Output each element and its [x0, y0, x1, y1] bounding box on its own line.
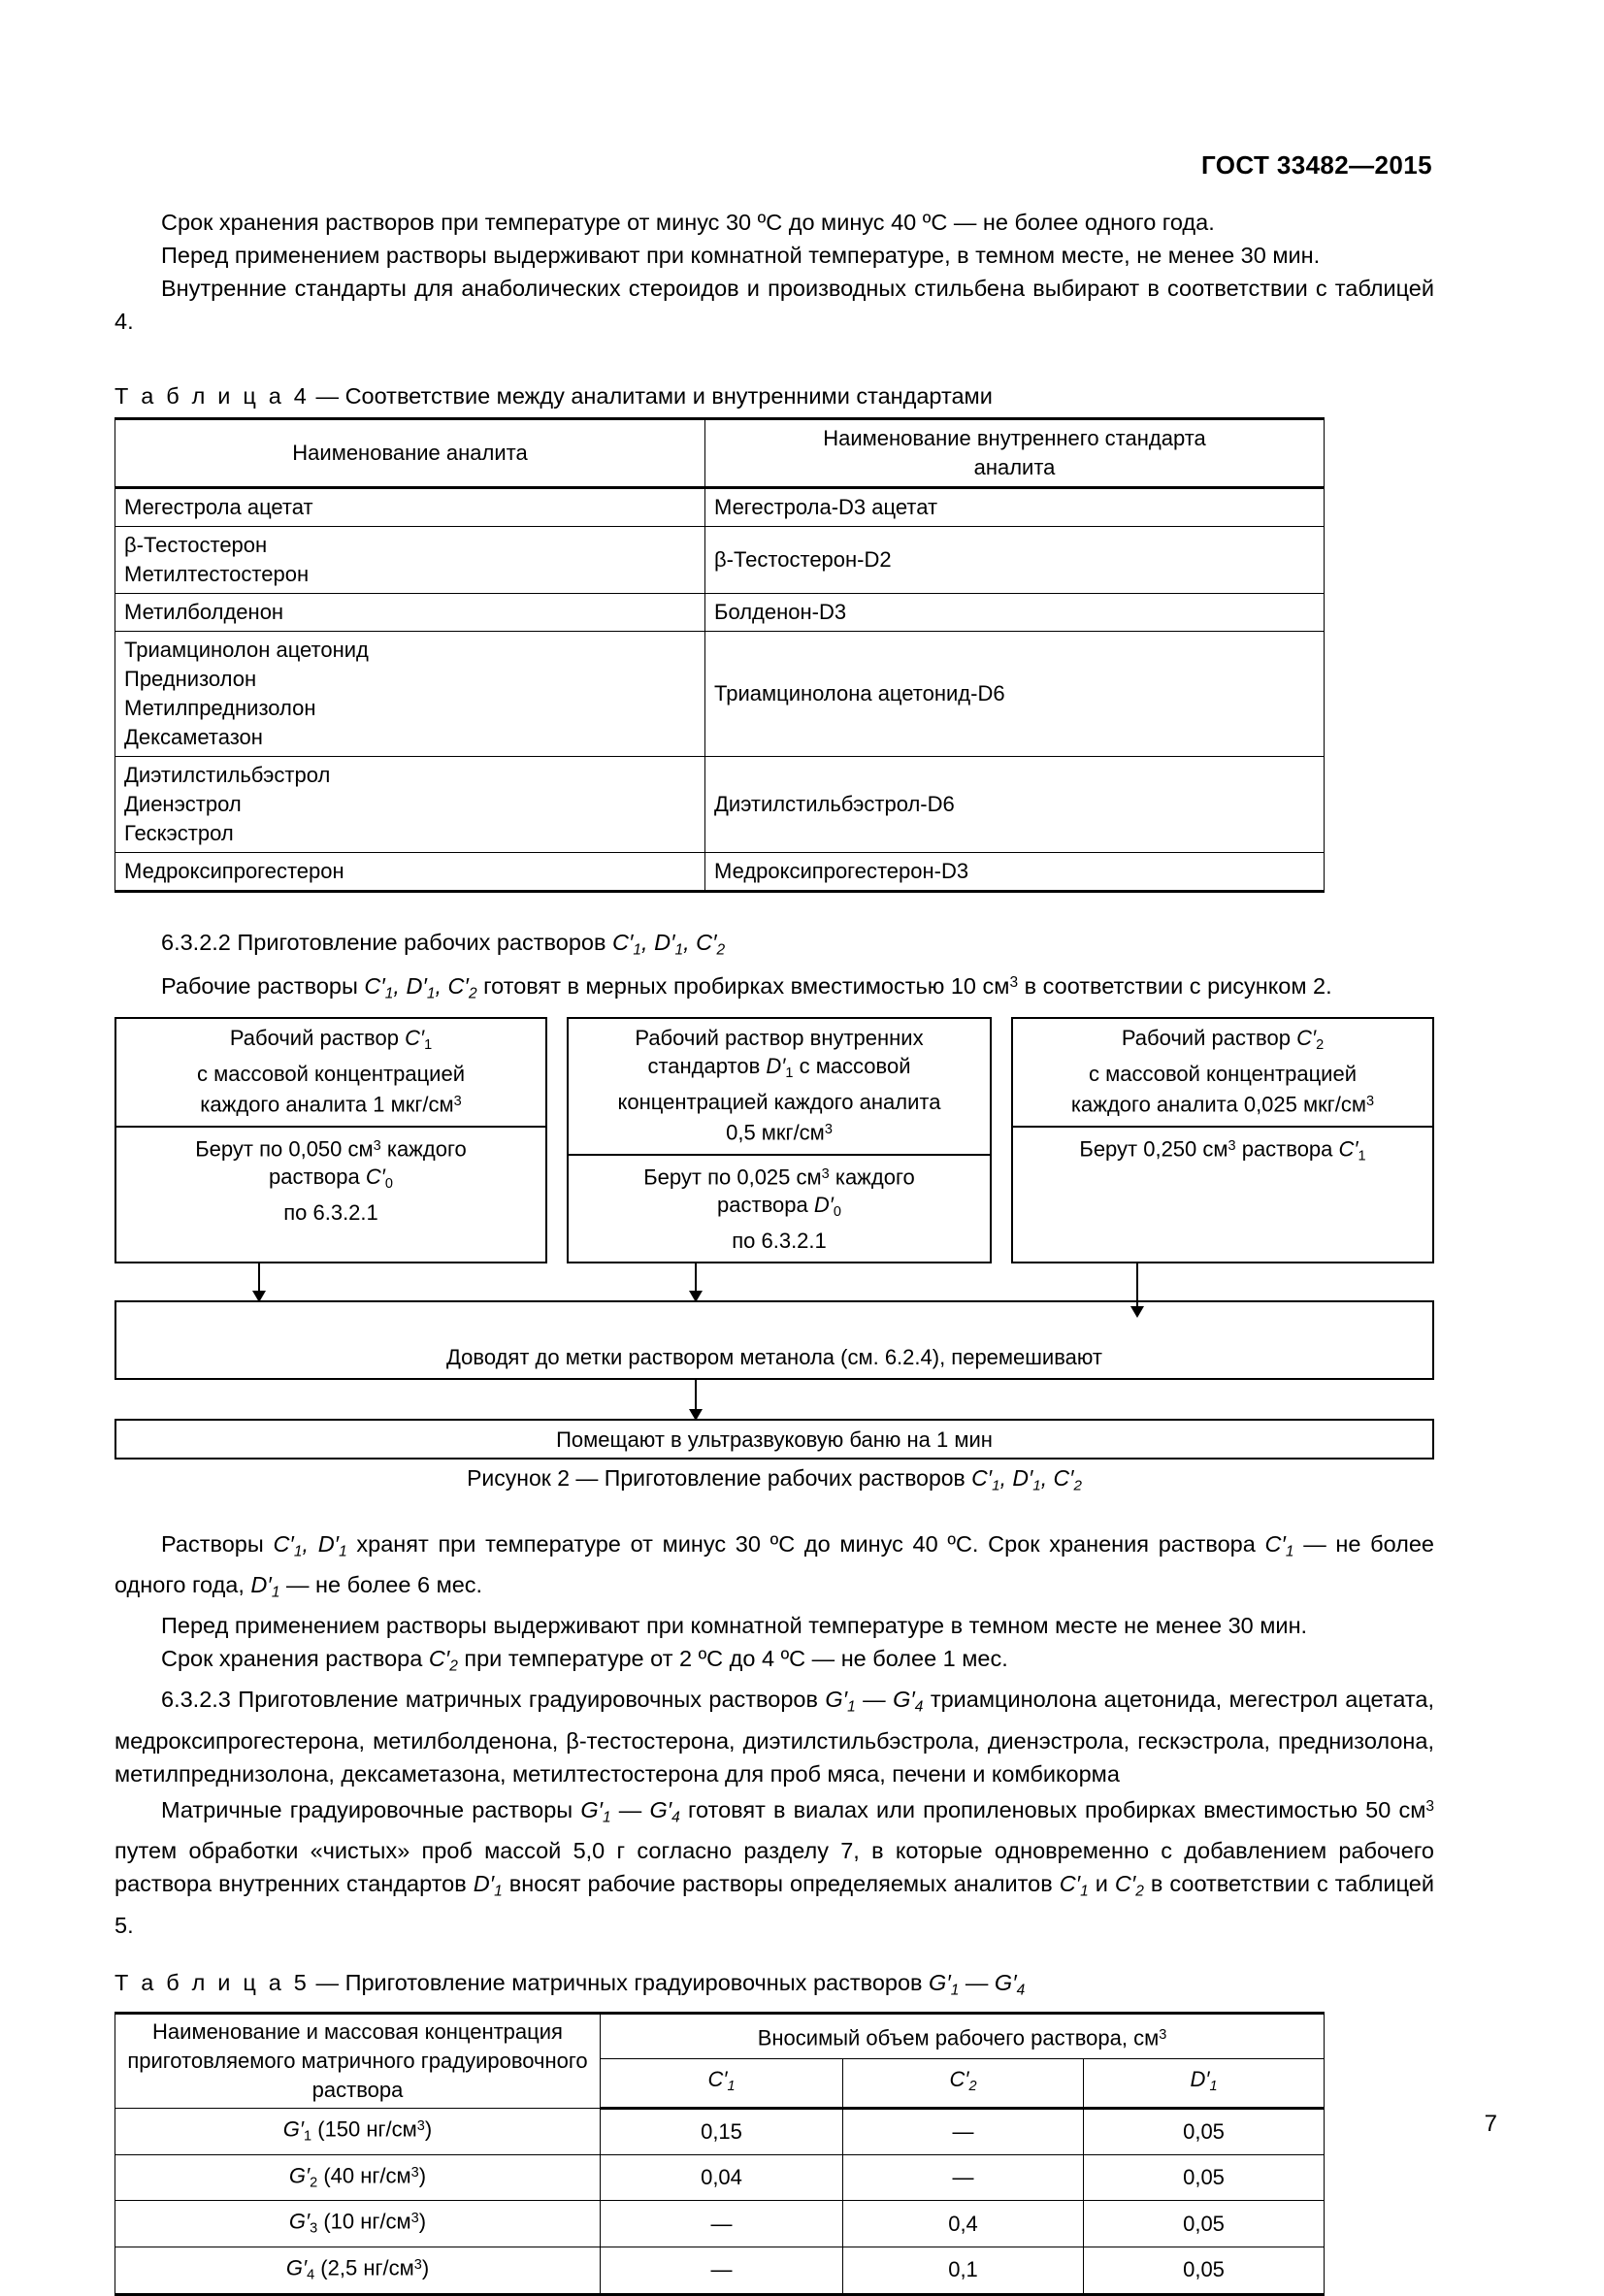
table-row [115, 488, 1325, 527]
table5-name-cell: $G'_2$ (40 $нг/см^3$) [115, 2154, 601, 2201]
paragraph-before-use: Перед применением растворы выдерживают при комнатной температуре, в темном месте, не менее 30 мин. [161, 243, 1321, 268]
flowchart-box-c2 [1011, 1017, 1434, 1263]
paragraph-6-3-2-2-body: Рабочие растворы $C'_1$, $D'_1$, $C'_2$ готовят в мерных пробирках вместимостью 10 $см^3$ в соответствии с рисунком 2. [161, 973, 1332, 1002]
paragraph-before-use-2: Перед применением растворы выдерживают при комнатной температуре в темном месте не менее 30 мин. [161, 1613, 1308, 1639]
paragraph-6-3-2-3-body: Матричные градуировочные растворы $G'_1$ — $G'_4$ готовят в виалах или пропиленовых пробирках вместимостью 50 $см^3$ путем обработки «чистых» проб массой 5,0 г согласно разделу 7, в которые одновременно с добавлением рабочего раствора внутренних стандартов $D'_1$ вносят рабочие растворы определяемых аналитов $C'_1$ и $C'_2$ в соответствии с таблицей 5. [115, 1796, 1435, 1938]
table5-header-row-1 [115, 2013, 1325, 2058]
arrow-down-icon [258, 1263, 260, 1293]
table-row [115, 2108, 1325, 2154]
page-number: 7 [1484, 2111, 1497, 2137]
arrow-down-icon [695, 1380, 697, 1411]
table4-header-analyte: Наименование аналита [115, 419, 705, 488]
flowchart-box-c2-body: Берут 0,250 $см^3$ раствора $C'_1$ [1013, 1126, 1432, 1215]
flowchart-box-c1 [115, 1017, 547, 1263]
flowchart-bar-ultrasonic: Помещают в ультразвуковую баню на 1 мин [115, 1419, 1434, 1460]
table5-c1-cell: 0,15 [601, 2108, 843, 2154]
table5-header-c1: $C'_1$ [601, 2059, 843, 2109]
figure-2-caption: Рисунок 2 — Приготовление рабочих растворов $C'_1$, $D'_1$, $C'_2$ [467, 1465, 1082, 1494]
table5-c2-cell: — [843, 2154, 1084, 2201]
flowchart-box-d1 [567, 1017, 992, 1263]
flowchart-box-d1-title: Рабочий раствор внутренних стандартов $D'_1$ с массовой концентрацией каждого аналита 0,5 мкг/$см^3$ [617, 1025, 941, 1145]
table5-name-cell: $G'_4$ (2,5 $нг/см^3$) [115, 2247, 601, 2295]
table5-caption: Т а б л и ц а 5 — Приготовление матричных градуировочных растворов $G'_1$ — $G'_4$ [115, 1969, 1026, 1998]
table-row [115, 853, 1325, 892]
flowchart-box-c1-title: Рабочий раствор $C'_1$ с массовой концентрацией каждого аналита 1 мкг/$см^3$ [197, 1025, 465, 1117]
table-row [115, 2154, 1325, 2201]
table5-header-name: Наименование и массовая концентрация приготовляемого матричного градуировочного раствора [115, 2013, 601, 2108]
table5-c2-cell: 0,4 [843, 2201, 1084, 2247]
table5-d1-cell: 0,05 [1084, 2108, 1325, 2154]
table5-header-d1: $D'_1$ [1084, 2059, 1325, 2109]
table-row [115, 2201, 1325, 2247]
table5-d1-cell: 0,05 [1084, 2154, 1325, 2201]
document-header: ГОСТ 33482—2015 [1201, 150, 1432, 180]
flowchart-bar-dilute: Доводят до метки раствором метанола (см. 6.2.4), перемешивают [115, 1300, 1434, 1380]
paragraph-storage-c1-d1: Растворы $C'_1$, $D'_1$ хранят при температуре от минус 30 ºС до минус 40 ºС. Срок хранения раствора $C'_1$ — не более одного года, $D'_1$ — не более 6 мес. [115, 1530, 1435, 1601]
heading-6-3-2-3: 6.3.2.3 Приготовление матричных градуировочных растворов $G'_1$ — $G'_4$ триамцинолона ацетонида, мегестрол ацетата, медроксипрогестерона, метилболденона, β-тестостерона, диэтилстильбэстрола, диенэстрола, гескэстрола, преднизолона, метилпреднизолона, дексаметазона, метилтестостерона для проб мяса, печени и комбикорма [115, 1687, 1434, 1787]
table-row [115, 2247, 1325, 2295]
heading-6-3-2-2: 6.3.2.2 Приготовление рабочих растворов $C'_1$, $D'_1$, $C'_2$ [161, 930, 726, 959]
flowchart-box-c1-body: Берут по 0,050 $см^3$ каждого раствора $C'_0$ по 6.3.2.1 [116, 1126, 545, 1234]
table4-standard-cell: β-Тестостерон-D2 [705, 527, 1325, 594]
flowchart-box-d1-body: Берут по 0,025 $см^3$ каждого раствора $D'_0$ по 6.3.2.1 [569, 1154, 990, 1263]
table-row [115, 527, 1325, 594]
table4-analyte-cell: Медроксипрогестерон [115, 853, 705, 892]
table4-header-standard: Наименование внутреннего стандарта аналита [705, 419, 1325, 488]
table5-header-group: Вносимый объем рабочего раствора, $см^3$ [601, 2013, 1325, 2058]
flowchart-box-c2-title: Рабочий раствор $C'_2$ с массовой концентрацией каждого аналита 0,025 мкг/$см^3$ [1070, 1025, 1375, 1117]
table4-analyte-cell: Триамцинолон ацетонид Преднизолон Метилпреднизолон Дексаметазон [115, 632, 705, 757]
paragraph-internal-standards: Внутренние стандарты для анаболических стероидов и производных стильбена выбирают в соответствии с таблицей 4. [115, 276, 1434, 334]
table4-standard-cell: Мегестрола-D3 ацетат [705, 488, 1325, 527]
table-5 [115, 2012, 1325, 2296]
table4-analyte-cell: β-Тестостерон Метилтестостерон [115, 527, 705, 594]
figure-2-flowchart [115, 1017, 1434, 1502]
table4-analyte-cell: Метилболденон [115, 594, 705, 632]
table4-header-row [115, 419, 1325, 488]
paragraph-storage-c2: Срок хранения раствора $C'_2$ при температуре от 2 ºС до 4 ºС — не более 1 мес. [161, 1646, 1008, 1675]
arrow-down-icon [695, 1263, 697, 1293]
table4-analyte-cell: Мегестрола ацетат [115, 488, 705, 527]
table-4 [115, 417, 1325, 893]
table5-header-c2: $C'_2$ [843, 2059, 1084, 2109]
table5-name-cell: $G'_3$ (10 $нг/см^3$) [115, 2201, 601, 2247]
table4-standard-cell: Болденон-D3 [705, 594, 1325, 632]
table5-c1-cell: — [601, 2247, 843, 2295]
table4-standard-cell: Медроксипрогестерон-D3 [705, 853, 1325, 892]
table5-name-cell: $G'_1$ (150 $нг/см^3$) [115, 2108, 601, 2154]
table-row [115, 757, 1325, 853]
table5-c1-cell: 0,04 [601, 2154, 843, 2201]
table5-c2-cell: — [843, 2108, 1084, 2154]
table5-d1-cell: 0,05 [1084, 2247, 1325, 2295]
table5-c1-cell: — [601, 2201, 843, 2247]
table-row [115, 632, 1325, 757]
table5-c2-cell: 0,1 [843, 2247, 1084, 2295]
table4-standard-cell: Диэтилстильбэстрол-D6 [705, 757, 1325, 853]
table5-d1-cell: 0,05 [1084, 2201, 1325, 2247]
table-row [115, 594, 1325, 632]
table4-caption: Т а б л и ц а 4 — Соответствие между аналитами и внутренними стандартами [115, 383, 993, 409]
paragraph-storage-term: Срок хранения растворов при температуре от минус 30 ºС до минус 40 ºС — не более одного года. [161, 210, 1215, 235]
flowchart-top-row [115, 1017, 1434, 1263]
page-content [115, 0, 1434, 2296]
flowchart-arrow-band-1 [115, 1263, 1434, 1300]
table4-standard-cell: Триамцинолона ацетонид-D6 [705, 632, 1325, 757]
flowchart-arrow-band-2 [115, 1380, 1434, 1419]
table4-analyte-cell: Диэтилстильбэстрол Диенэстрол Гескэстрол [115, 757, 705, 853]
